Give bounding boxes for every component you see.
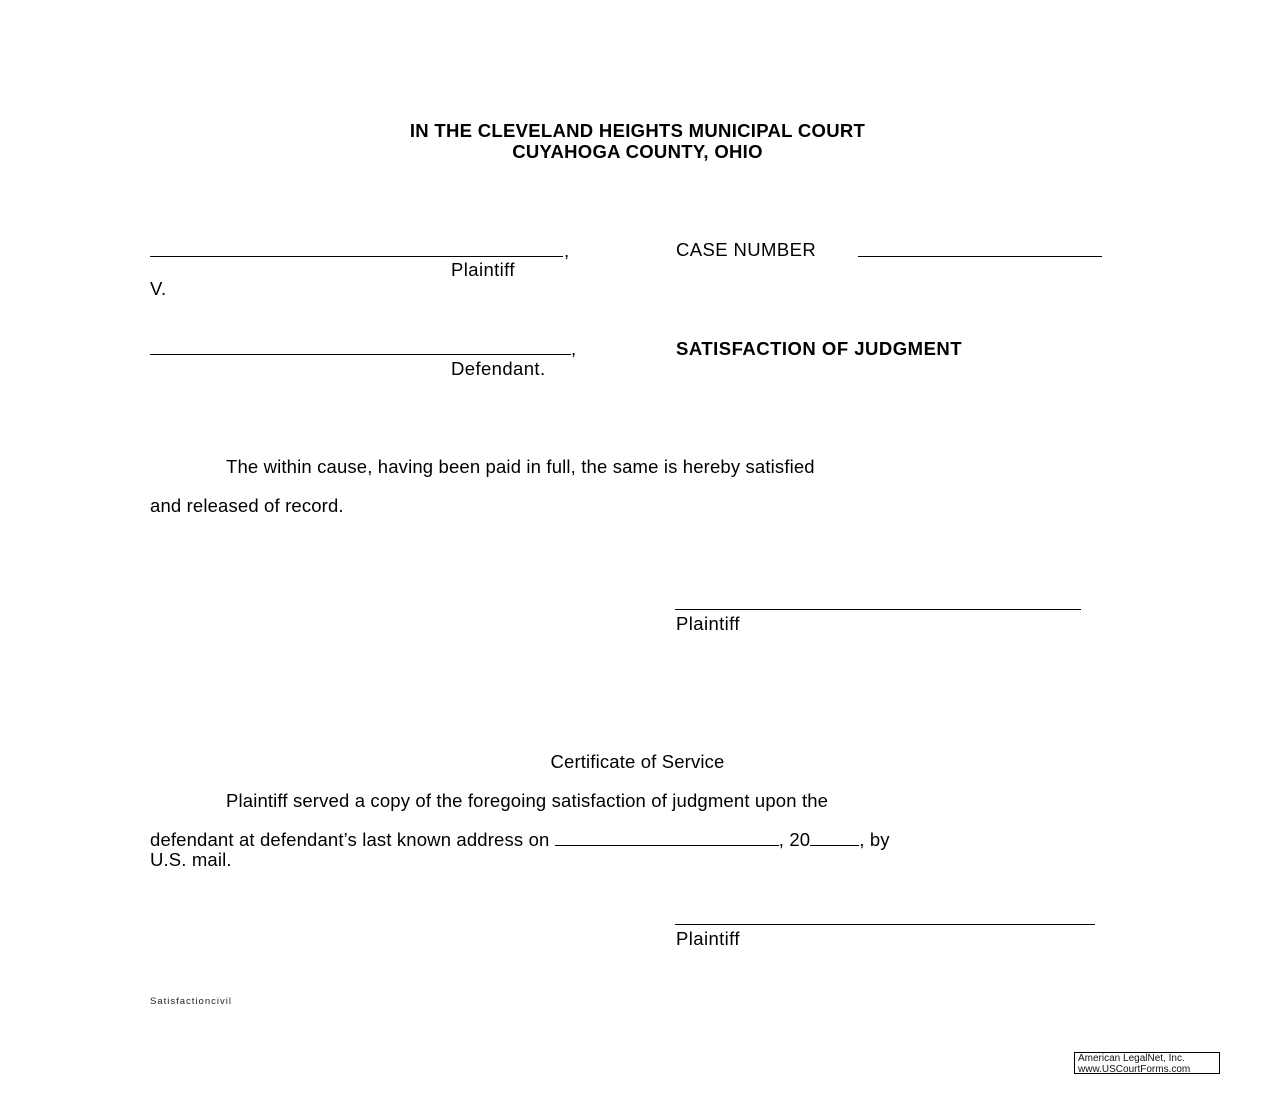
satisfaction-text-line2: and released of record. xyxy=(150,495,344,516)
publisher-website: www.USCourtForms.com xyxy=(1078,1064,1191,1075)
versus-label: V. xyxy=(150,278,167,299)
service-date-blank[interactable] xyxy=(555,830,779,846)
certificate-text-line1: Plaintiff served a copy of the foregoing satisfaction of judgment upon the xyxy=(226,790,829,811)
certificate-line2-suffix: , by xyxy=(859,829,890,850)
plaintiff-name-blank[interactable] xyxy=(150,256,563,257)
certificate-text-line3: U.S. mail. xyxy=(150,849,232,870)
service-year-blank[interactable] xyxy=(810,830,859,846)
court-name-heading: IN THE CLEVELAND HEIGHTS MUNICIPAL COURT xyxy=(409,120,866,141)
certificate-text-line2 xyxy=(150,829,890,851)
publisher-name: American LegalNet, Inc. xyxy=(1078,1053,1185,1064)
case-number-label: CASE NUMBER xyxy=(676,239,817,260)
case-number-blank[interactable] xyxy=(858,256,1102,257)
publisher-stamp xyxy=(1074,1052,1220,1074)
plaintiff-signature-line[interactable] xyxy=(675,609,1081,610)
county-heading: CUYAHOGA COUNTY, OHIO xyxy=(512,141,763,162)
plaintiff-comma: , xyxy=(564,240,570,261)
form-id-label: Satisfactioncivil xyxy=(150,996,232,1007)
document-title: SATISFACTION OF JUDGMENT xyxy=(676,338,963,359)
defendant-label: Defendant. xyxy=(451,358,546,379)
defendant-name-blank[interactable] xyxy=(150,354,571,355)
satisfaction-text-line1: The within cause, having been paid in full, the same is hereby satisfied xyxy=(226,456,815,477)
defendant-comma: , xyxy=(571,338,577,359)
certificate-year-prefix: , 20 xyxy=(778,829,811,850)
plaintiff-label: Plaintiff xyxy=(451,259,515,280)
certificate-signature-line[interactable] xyxy=(675,924,1095,925)
plaintiff-signature-label: Plaintiff xyxy=(676,613,740,634)
certificate-title: Certificate of Service xyxy=(550,751,725,772)
certificate-signature-label: Plaintiff xyxy=(676,928,740,949)
certificate-line2-prefix: defendant at defendant’s last known address on xyxy=(150,829,550,850)
